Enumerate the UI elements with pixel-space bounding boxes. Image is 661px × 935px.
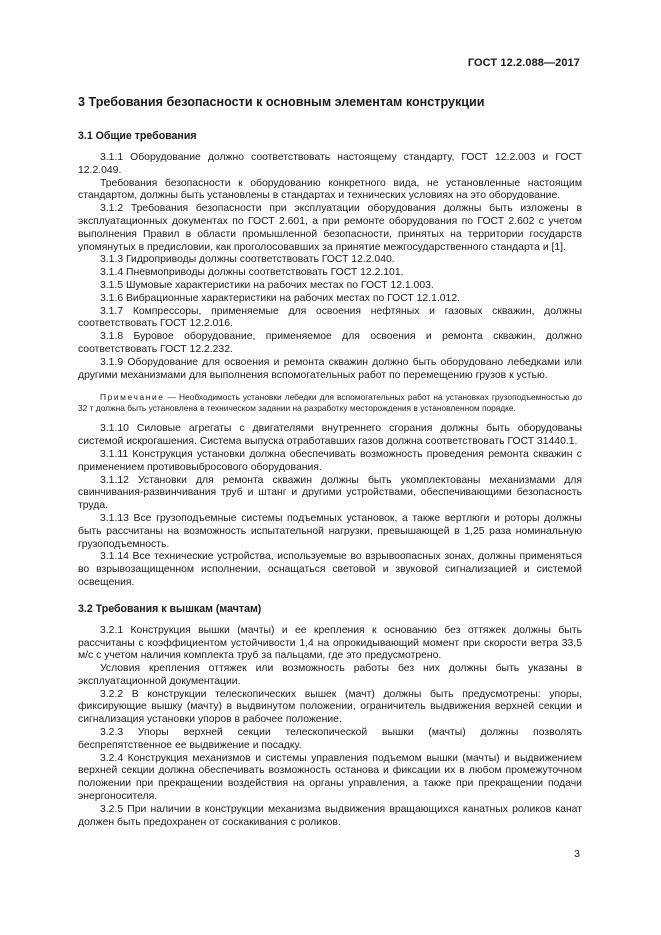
page-content xyxy=(78,94,582,829)
paragraph: 3.1.6 Вибрационные характеристики на рабочих местах по ГОСТ 12.1.012. xyxy=(100,292,460,304)
paragraph: 3.2.4 Конструкция механизмов и системы управления подъемом вышки (мачты) и выдвижением верхней секции должна обеспечивать возможность останова и фиксации их в любом промежуточном положении при прекращении воздействия на органы управления, а также при прекращении подачи энергоносителя. xyxy=(78,752,582,803)
subsection-title-towers: 3.2 Требования к вышкам (мачтам) xyxy=(78,602,262,615)
paragraph: Требования безопасности к оборудованию конкретного вида, не установленные настоящим стандартом, должны быть установлены в стандартах и технических условиях на это оборудование. xyxy=(78,177,582,202)
paragraph: 3.2.5 При наличии в конструкции механизма выдвижения вращающихся канатных роликов канат должен быть предохранен от соскакивания с роликов. xyxy=(78,803,582,828)
paragraph: 3.1.7 Компрессоры, применяемые для освоения нефтяных и газовых скважин, должны соответствовать ГОСТ 12.2.016. xyxy=(78,305,582,330)
paragraph: 3.1.9 Оборудование для освоения и ремонта скважин должно быть оборудовано лебедками или другими механизмами для выполнения вспомогательных работ по перемещению грузов к устью. xyxy=(78,356,582,381)
subsection-title-general: 3.1 Общие требования xyxy=(78,130,197,142)
paragraph: 3.1.2 Требования безопасности при эксплуатации оборудования должны быть изложены в эксплуатационных документах по ГОСТ 2.601, а при ремонте оборудования по ГОСТ 2.602 с учетом выполнения Правил в области промышленной безопасности, принятых на территории государств упомянутых в предисловии, как проголосовавших за принятие межгосударственного стандарта и [1]. xyxy=(78,203,582,253)
paragraph: 3.1.10 Силовые агрегаты с двигателями внутреннего сгорания должны быть оборудованы системой искрогашения. Система выпуска отработавших газов должна соответствовать ГОСТ 31440.1. xyxy=(78,423,582,448)
paragraph: 3.1.14 Все технические устройства, используемые во взрывоопасных зонах, должны применяться во взрывозащищенном исполнении, оснащаться световой и звуковой сигнализацией и системой освещения. xyxy=(78,551,582,588)
page-number: 3 xyxy=(574,848,580,860)
paragraph: 3.1.13 Все грузоподъемные системы подъемных установок, а также вертлюги и роторы должны быть рассчитаны на возможность испытательной нагрузки, превышающей в 1,25 раза номинальную грузоподъемность. xyxy=(78,512,582,550)
note xyxy=(78,392,582,414)
section-title: 3 Требования безопасности к основным элементам конструкции xyxy=(78,95,485,109)
paragraph: 3.1.12 Установки для ремонта скважин должны быть укомплектованы механизмами для свинчивания-развинчивания труб и штанг и другими устройствами, обеспечивающими безопасность труда. xyxy=(78,474,582,512)
paragraph: 3.2.3 Упоры верхней секции телескопической вышки (мачты) должны позволять беспрепятственное ее выдвижение и посадку. xyxy=(78,727,582,751)
doc-code-header: ГОСТ 12.2.088—2017 xyxy=(467,57,580,69)
paragraph: 3.1.8 Буровое оборудование, применяемое для освоения и ремонта скважин, должно соответствовать ГОСТ 12.2.232. xyxy=(78,331,582,355)
paragraph: Условия крепления оттяжек или возможность работы без них должны быть указаны в эксплуатационной документации. xyxy=(78,663,582,687)
paragraph: 3.1.11 Конструкция установки должна обеспечивать возможность проведения ремонта скважин с применением противовыбросового оборудования. xyxy=(78,448,582,473)
paragraph: 3.1.3 Гидроприводы должны соответствовать ГОСТ 12.2.040. xyxy=(100,254,395,266)
paragraph: 3.1.1 Оборудование должно соответствовать настоящему стандарту, ГОСТ 12.2.003 и ГОСТ 12.2.049. xyxy=(78,152,582,176)
paragraph: 3.2.2 В конструкции телескопических вышек (мачт) должны быть предусмотрены: упоры, фиксирующие вышку (мачту) в выдвинутом положении, ограничитель выдвижения верхней секции и сигнализация установки упоров в рабочее положение. xyxy=(78,688,582,726)
paragraph: 3.1.5 Шумовые характеристики на рабочих местах по ГОСТ 12.1.003. xyxy=(100,279,434,291)
paragraph: 3.2.1 Конструкция вышки (мачты) и ее крепления к основанию без оттяжек должны быть рассчитаны с коэффициентом устойчивости 1,4 на опрокидывающий момент при скорости ветра 33,5 м/с с учетом наличия комплекта труб за пальцами, где это предусмотрено. xyxy=(78,624,582,662)
note-text: — Необходимость установки лебедки для вспомогательных работ на установках грузоподъемностью до 32 т должна быть установлена в техническом задании на разработку месторождения в установленном порядке. xyxy=(78,392,582,414)
note-label: Примечание xyxy=(100,392,165,403)
paragraph: 3.1.4 Пневмоприводы должны соответствовать ГОСТ 12.2.101. xyxy=(100,267,404,279)
